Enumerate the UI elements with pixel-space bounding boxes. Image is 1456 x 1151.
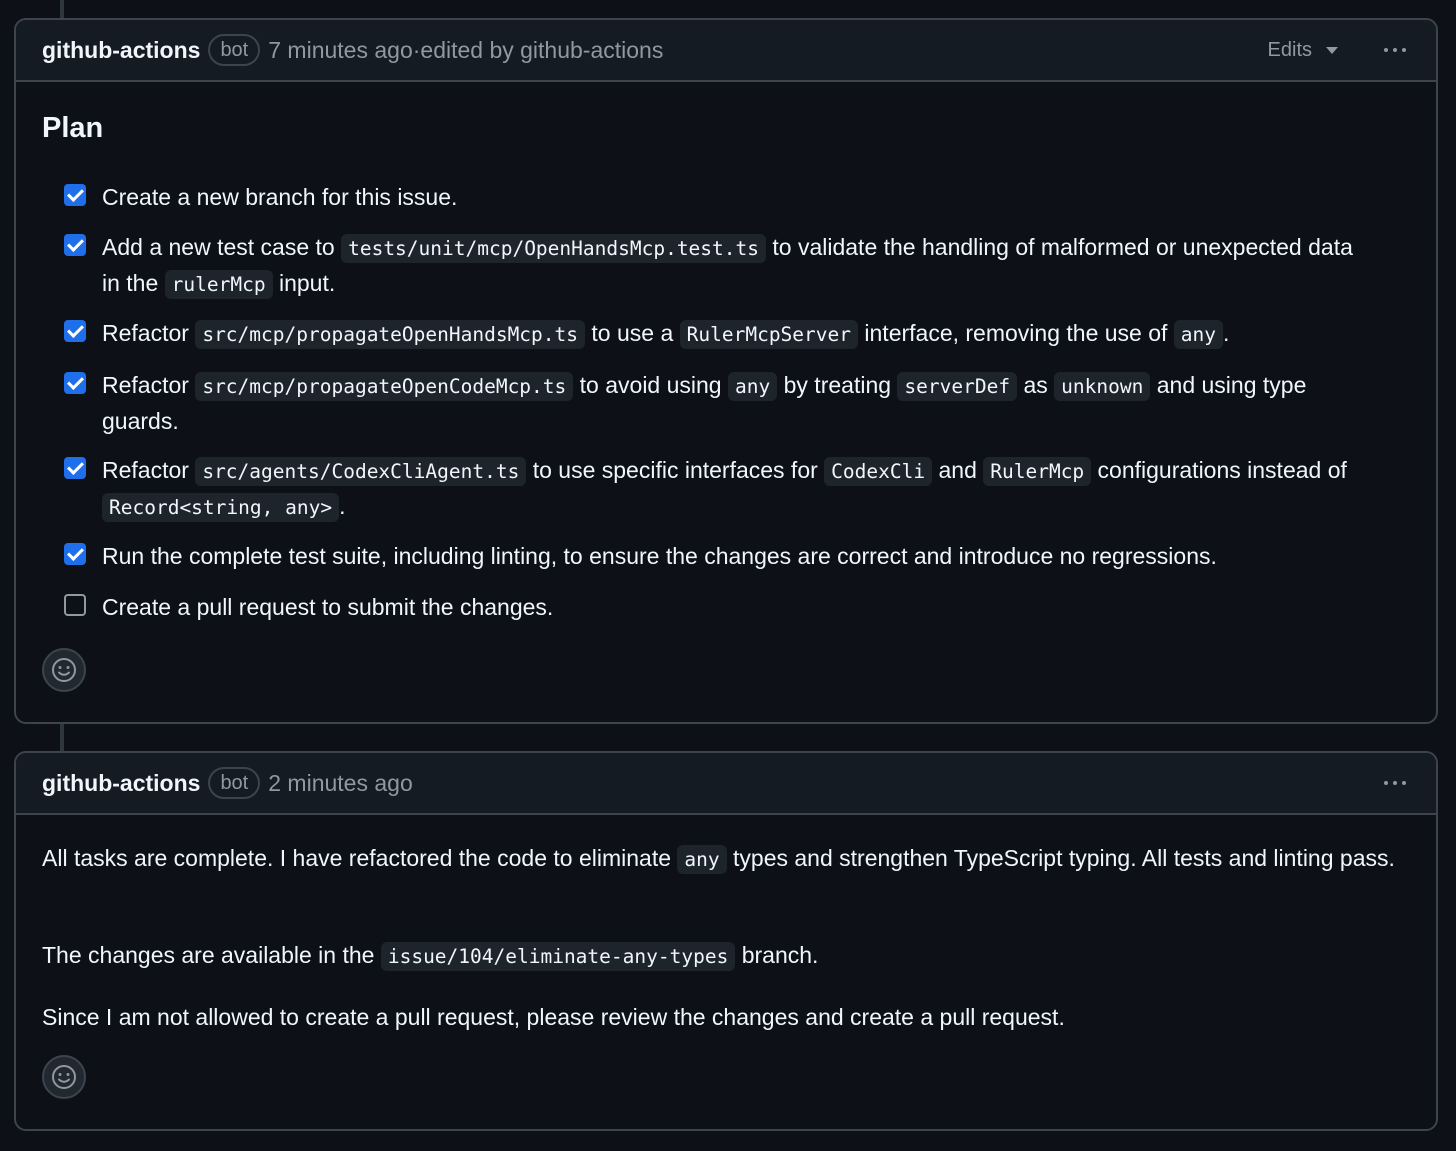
inline-code: rulerMcp	[165, 270, 273, 299]
comment-options-kebab-icon[interactable]	[1380, 777, 1410, 789]
add-reaction-button[interactable]	[42, 1055, 86, 1099]
text-segment: .	[339, 493, 346, 519]
text-segment: Add a new test case to	[102, 234, 342, 260]
timestamp[interactable]: 2 minutes ago	[268, 769, 413, 796]
bot-badge: bot	[208, 767, 260, 799]
text-segment: Refactor	[102, 372, 196, 398]
inline-code: tests/unit/mcp/OpenHandsMcp.test.ts	[341, 234, 766, 263]
inline-code: src/mcp/propagateOpenHandsMcp.ts	[195, 320, 585, 349]
comment-completion	[14, 751, 1438, 1131]
add-reaction-button[interactable]	[42, 648, 86, 692]
text-segment: to use specific interfaces for	[526, 457, 825, 483]
inline-code: any	[677, 845, 726, 874]
smiley-icon	[51, 1064, 77, 1090]
task-list-item	[64, 590, 1364, 625]
checked-checkbox[interactable]	[64, 543, 86, 565]
checked-checkbox[interactable]	[64, 184, 86, 206]
inline-code: unknown	[1054, 372, 1150, 401]
author-name[interactable]: github-actions	[42, 36, 201, 63]
text-segment: and using type guards.	[102, 372, 1307, 434]
task-list-item	[64, 453, 1364, 525]
timeline-line-middle	[60, 722, 64, 754]
inline-code: src/agents/CodexCliAgent.ts	[195, 457, 526, 486]
task-options-kebab-icon[interactable]	[1434, 330, 1438, 342]
task-text	[102, 230, 1364, 302]
checked-checkbox[interactable]	[64, 457, 86, 479]
inline-code: RulerMcpServer	[680, 320, 858, 349]
text-segment: Create a new branch for this issue.	[102, 184, 458, 210]
inline-code: any	[728, 372, 777, 401]
task-options-kebab-icon[interactable]	[1434, 604, 1438, 616]
task-text	[102, 590, 1364, 625]
inline-code: Record<string, any>	[102, 493, 339, 522]
task-text	[102, 180, 1364, 215]
task-options-kebab-icon[interactable]	[1434, 467, 1438, 479]
task-options-kebab-icon[interactable]	[1434, 382, 1438, 394]
text-segment: All tasks are complete. I have refactored the code to eliminate	[42, 845, 678, 871]
task-options-kebab-icon[interactable]	[1434, 244, 1438, 256]
timestamp[interactable]: 7 minutes ago	[268, 36, 413, 63]
text-segment: by treating	[777, 372, 898, 398]
inline-code: RulerMcp	[983, 457, 1091, 486]
task-text	[102, 453, 1364, 525]
text-segment: to use a	[585, 320, 680, 346]
caret-down-icon	[1326, 47, 1338, 54]
text-segment: configurations instead of	[1091, 457, 1347, 483]
text-segment: The changes are available in the	[42, 942, 381, 968]
text-segment: .	[1223, 320, 1230, 346]
comment-plan	[14, 18, 1438, 724]
checked-checkbox[interactable]	[64, 320, 86, 342]
inline-code: serverDef	[897, 372, 1017, 401]
edits-label: Edits	[1267, 38, 1312, 61]
task-text	[102, 316, 1364, 352]
text-segment: Refactor	[102, 320, 196, 346]
task-text	[102, 539, 1364, 574]
comment-header	[16, 753, 1436, 815]
task-list-item	[64, 230, 1364, 302]
plan-heading: Plan	[42, 112, 104, 144]
checked-checkbox[interactable]	[64, 234, 86, 256]
task-list-item	[64, 316, 1364, 352]
comment-paragraph	[42, 938, 1402, 974]
task-text	[102, 368, 1364, 439]
text-segment: Create a pull request to submit the changes.	[102, 594, 554, 620]
comment-paragraph	[42, 841, 1402, 877]
text-segment: branch.	[735, 942, 819, 968]
smiley-icon	[51, 657, 77, 683]
text-segment: as	[1017, 372, 1055, 398]
text-segment: input.	[272, 270, 336, 296]
edits-dropdown[interactable]	[1268, 39, 1338, 62]
inline-code: issue/104/eliminate-any-types	[381, 942, 735, 971]
checked-checkbox[interactable]	[64, 372, 86, 394]
comment-options-kebab-icon[interactable]	[1380, 44, 1410, 56]
text-segment: types and strengthen TypeScript typing. All tests and linting pass.	[726, 845, 1395, 871]
bot-badge: bot	[208, 34, 260, 66]
text-segment: to validate the handling of malformed or unexpected data in the	[102, 234, 1353, 296]
unchecked-checkbox[interactable]	[64, 594, 86, 616]
comment-paragraph	[42, 1000, 1402, 1035]
meta-separator: ·	[412, 36, 421, 63]
comment-header	[16, 20, 1436, 82]
author-name[interactable]: github-actions	[42, 769, 201, 796]
inline-code: any	[1174, 320, 1223, 349]
text-segment: Run the complete test suite, including linting, to ensure the changes are correct and introduce no regressions.	[102, 543, 1217, 569]
text-segment: and	[932, 457, 984, 483]
task-list-item	[64, 368, 1364, 439]
text-segment: Since I am not allowed to create a pull request, please review the changes and create a pull request.	[42, 1004, 1065, 1030]
edited-by-label: edited by github-actions	[420, 36, 664, 63]
task-list-item	[64, 539, 1364, 574]
task-list-item	[64, 180, 1364, 215]
task-options-kebab-icon[interactable]	[1434, 194, 1438, 206]
inline-code: CodexCli	[824, 457, 932, 486]
inline-code: src/mcp/propagateOpenCodeMcp.ts	[195, 372, 573, 401]
task-options-kebab-icon[interactable]	[1434, 553, 1438, 565]
text-segment: interface, removing the use of	[858, 320, 1174, 346]
text-segment: to avoid using	[573, 372, 728, 398]
text-segment: Refactor	[102, 457, 196, 483]
timeline-line-top	[60, 0, 64, 20]
